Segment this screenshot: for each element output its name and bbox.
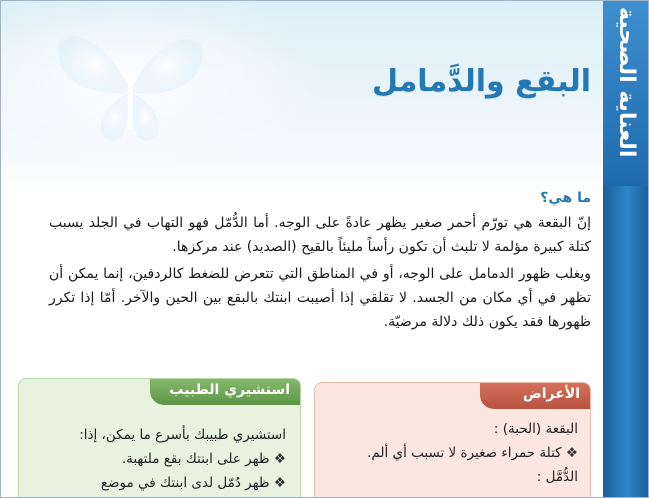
sidebar-label: العناية الصحية: [614, 7, 639, 158]
paragraph-2: ويغلب ظهور الدمامل على الوجه، أو في المناطق التي تتعرض للضغط كالردفين، إنما يمكن أن تظهر في أي مكان من الجسد. لا تقلقي إذا أصيبت ابنتك بالبقع بين الحين والآخر. أمّا إذا تكرر ظهورها فقد يكون ذلك دلالة مرضيّة.: [49, 266, 591, 330]
symptoms-tab-label: الأعراض: [522, 386, 580, 402]
bullet-icon: ❖: [565, 445, 578, 461]
consult-item-1-text: ظهر على ابنتك بقع ملتهبة.: [121, 451, 270, 467]
spot-heading: البقعة (الحبة) :: [493, 421, 578, 437]
consult-doctor-tab-label: استشيري الطبيب: [169, 382, 290, 398]
spot-item-text: كتلة حمراء صغيرة لا تسبب أي ألم.: [367, 445, 562, 461]
consult-item-2-text: ظهر دُمّل لدى ابنتك في موضع: [100, 475, 270, 491]
page-title: البقع والدَّمامل: [371, 64, 591, 99]
bullet-icon: ❖: [273, 451, 286, 467]
boil-heading: الدُّمَّل :: [536, 469, 578, 485]
paragraph-1: إنّ البقعة هي تورّم أحمر صغير يظهر عادةً على الوجه. أما الدُّمّل فهو التهاب في الجلد يسبب كتلة كبيرة مؤلمة لا تلبث أن تكون رأساً مليئاً بالقيح (الصديد) عند مركزها.: [49, 215, 591, 255]
bullet-icon: ❖: [273, 475, 286, 491]
consult-intro: استشيري طبيبك بأسرع ما يمكن، إذا:: [79, 427, 286, 443]
section-heading-what-is: ما هي؟: [540, 190, 591, 206]
